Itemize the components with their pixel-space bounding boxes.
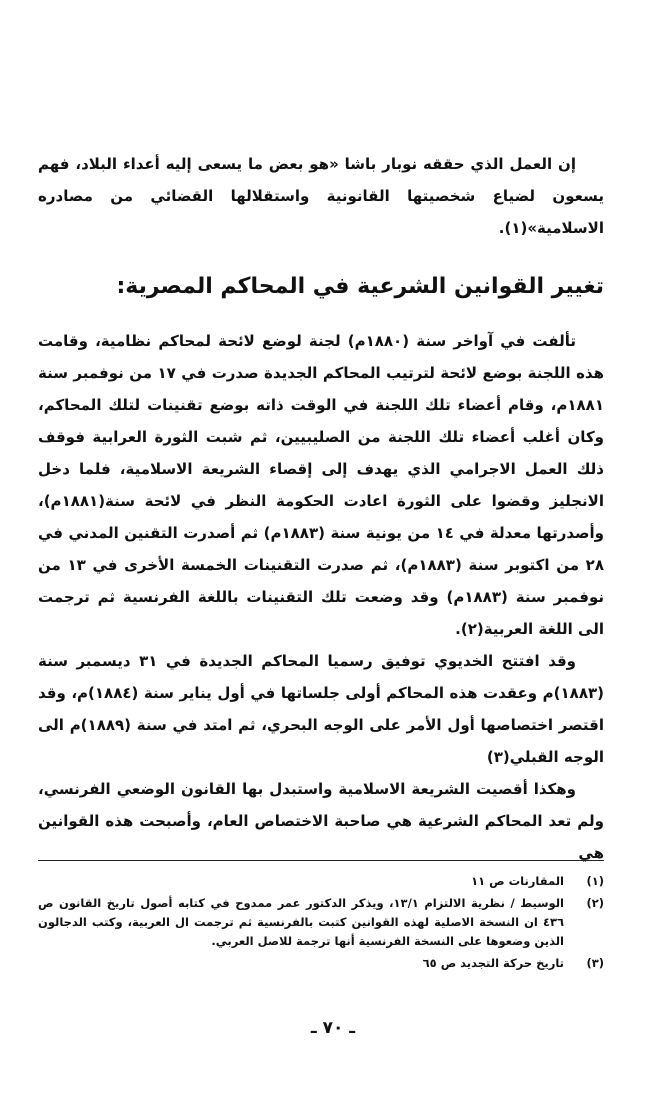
paragraph-2: وقد افتتح الخديوي توفيق رسميا المحاكم الجديدة في ٣١ ديسمبر سنة (١٨٨٣)م وعقدت هذه المحاكم أولى جلساتها في أول يناير سنة (١٨٨٤)م، وقد اقتصر اختصاصها أول الأمر على الوجه البحري، ثم امتد في سنة (١٨٨٩)م الى الوجه القبلي(٣) <box>38 652 604 766</box>
footnotes <box>38 872 604 976</box>
opening-paragraph-text: إن العمل الذي حققه نوبار باشا «هو بعض ما يسعى إليه أعداء البلاد، فهم يسعون لضياع شخصيتها القانونية واستقلالها القضائي من مصادره الاسلامية»(١). <box>38 155 604 237</box>
footnote-divider <box>38 860 604 861</box>
footnote-text: تاريخ حركة التجديد ص ٦٥ <box>422 956 564 970</box>
footnote-3 <box>38 954 604 973</box>
footnote-number: (١) <box>586 874 604 888</box>
footnote-text: الوسيط / نظرية الالتزام ١٣/١، ويذكر الدكتور عمر ممدوح في كتابه أصول تاريخ القانون ص ٤٣٦ ان النسخة الاصلية لهذه القوانين كتبت بالفرنسية ثم ترجمت ال العربية، وكتب الدجالون الذين وضعوها على النسخة الفرنسية أنها ترجمة للاصل العربي. <box>38 896 565 948</box>
page-number: ـ ٧٠ ـ <box>310 1018 356 1038</box>
footnote-number: (٣) <box>586 956 604 970</box>
section-body <box>38 325 604 869</box>
paragraph-3: وهكذا أقصيت الشريعة الاسلامية واستبدل بها القانون الوضعي الفرنسي، ولم تعد المحاكم الشرعية هي صاحبة الاختصاص العام، وأصبحت هذه القوانين هي <box>38 780 604 862</box>
footnote-number: (٢) <box>586 896 604 910</box>
footnote-text: المقارنات ص ١١ <box>471 874 564 888</box>
paragraph-1: تألفت في آواخر سنة (١٨٨٠م) لجنة لوضع لائحة لمحاكم نظامية، وقامت هذه اللجنة بوضع لائحة لترتيب المحاكم الجديدة صدرت في ١٧ من نوفمبر سنة ١٨٨١م، وقام أعضاء تلك اللجنة في الوقت ذاته بوضع تقنينات لتلك المحاكم، وكان أغلب أعضاء تلك اللجنة من الصليبيين، ثم شبت الثورة العرابية فوقف ذلك العمل الاجرامي الذي يهدف إلى إقصاء الشريعة الاسلامية، فلما دخل الانجليز وقضوا على الثورة اعادت الحكومة النظر في لائحة سنة(١٨٨١م)، وأصدرتها معدلة في ١٤ من يونية سنة (١٨٨٣م) ثم أصدرت التقنين المدني في ٢٨ من اكتوبر سنة (١٨٨٣م)، ثم صدرت التقنينات الخمسة الأخرى في ١٣ من نوفمبر سنة (١٨٨٣م) وقد وضعت تلك التقنينات باللغة الفرنسية ثم ترجمت الى اللغة العربية(٢). <box>38 332 605 638</box>
opening-paragraph <box>38 148 604 244</box>
footnote-1 <box>38 872 604 891</box>
section-heading: تغيير القوانين الشرعية في المحاكم المصرية: <box>116 274 604 299</box>
footnote-2 <box>38 894 604 951</box>
